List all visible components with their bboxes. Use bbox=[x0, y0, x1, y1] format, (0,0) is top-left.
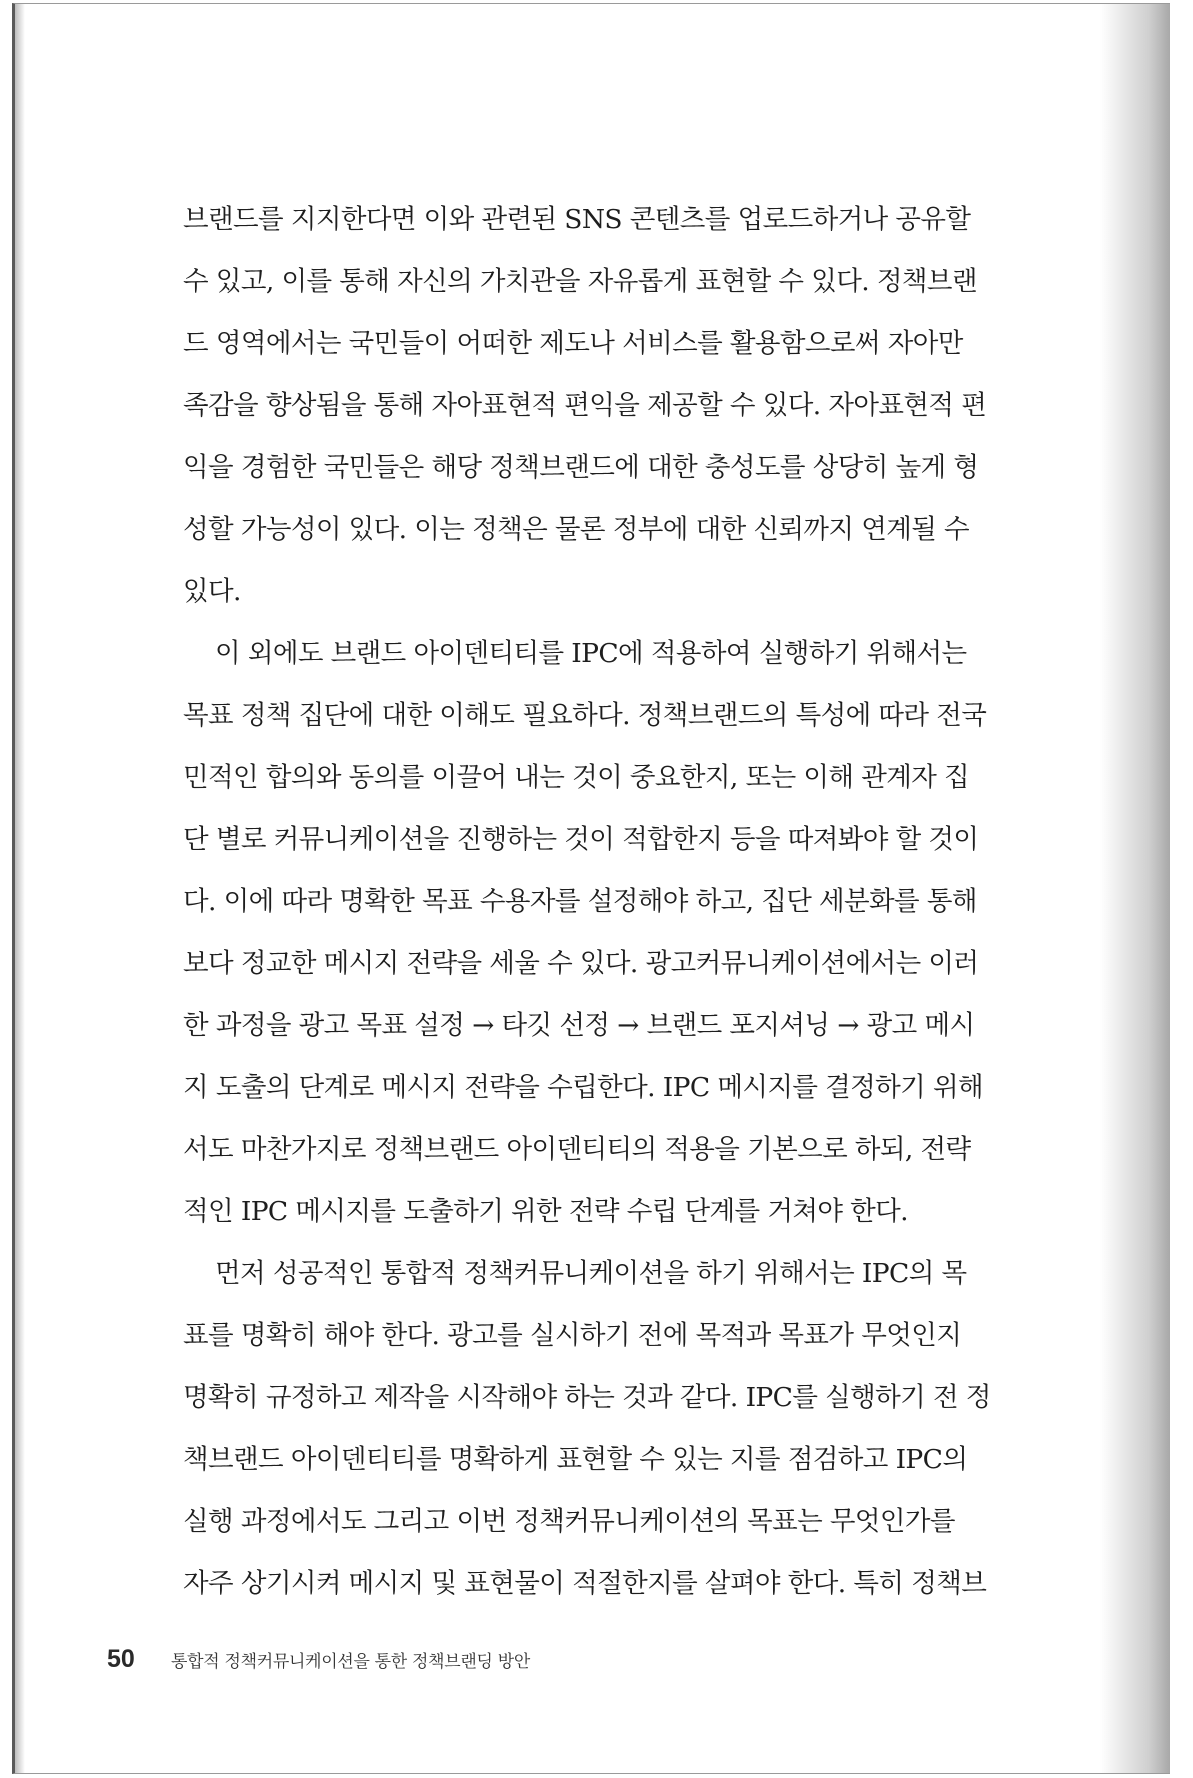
text-line: 한 과정을 광고 목표 설정 → 타깃 선정 → 브랜드 포지셔닝 → 광고 메시 bbox=[183, 1010, 975, 1041]
text-line: 있다. bbox=[183, 576, 241, 607]
paragraph-first-line: 먼저 성공적인 통합적 정책커뮤니케이션을 하기 위해서는 IPC의 목 bbox=[215, 1258, 967, 1289]
spine-shadow bbox=[15, 4, 25, 1773]
text-line: 익을 경험한 국민들은 해당 정책브랜드에 대한 충성도를 상당히 높게 형 bbox=[183, 452, 979, 483]
page-footer bbox=[107, 1639, 530, 1679]
text-line: 족감을 향상됨을 통해 자아표현적 편익을 제공할 수 있다. 자아표현적 편 bbox=[183, 390, 987, 421]
paragraph-first-line: 이 외에도 브랜드 아이덴티티를 IPC에 적용하여 실행하기 위해서는 bbox=[215, 638, 967, 669]
text-line: 브랜드를 지지한다면 이와 관련된 SNS 콘텐츠를 업로드하거나 공유할 bbox=[183, 204, 971, 235]
text-line: 단 별로 커뮤니케이션을 진행하는 것이 적합한지 등을 따져봐야 할 것이 bbox=[183, 824, 979, 855]
running-title: 통합적 정책커뮤니케이션을 통한 정책브랜딩 방안 bbox=[171, 1651, 530, 1672]
text-line: 수 있고, 이를 통해 자신의 가치관을 자유롭게 표현할 수 있다. 정책브랜 bbox=[183, 266, 977, 297]
text-line: 자주 상기시켜 메시지 및 표현물이 적절한지를 살펴야 한다. 특히 정책브 bbox=[183, 1568, 987, 1599]
text-line: 책브랜드 아이덴티티를 명확하게 표현할 수 있는 지를 점검하고 IPC의 bbox=[183, 1444, 968, 1475]
text-line: 명확히 규정하고 제작을 시작해야 하는 것과 같다. IPC를 실행하기 전 정 bbox=[183, 1382, 991, 1413]
text-line: 민적인 합의와 동의를 이끌어 내는 것이 중요한지, 또는 이해 관계자 집 bbox=[183, 762, 970, 793]
text-line: 드 영역에서는 국민들이 어떠한 제도나 서비스를 활용함으로써 자아만 bbox=[183, 328, 963, 359]
page-number: 50 bbox=[107, 1644, 135, 1673]
text-line: 지 도출의 단계로 메시지 전략을 수립한다. IPC 메시지를 결정하기 위해 bbox=[183, 1072, 983, 1103]
text-line: 성할 가능성이 있다. 이는 정책은 물론 정부에 대한 신뢰까지 연계될 수 bbox=[183, 514, 970, 545]
text-line: 목표 정책 집단에 대한 이해도 필요하다. 정책브랜드의 특성에 따라 전국 bbox=[183, 700, 987, 731]
body-text bbox=[183, 189, 1003, 1615]
text-line: 실행 과정에서도 그리고 이번 정책커뮤니케이션의 목표는 무엇인가를 bbox=[183, 1506, 955, 1537]
text-line: 다. 이에 따라 명확한 목표 수용자를 설정해야 하고, 집단 세분화를 통해 bbox=[183, 886, 977, 917]
text-line: 표를 명확히 해야 한다. 광고를 실시하기 전에 목적과 목표가 무엇인지 bbox=[183, 1320, 962, 1351]
page-edge-shadow bbox=[1100, 4, 1170, 1773]
text-line: 서도 마찬가지로 정책브랜드 아이덴티티의 적용을 기본으로 하되, 전략 bbox=[183, 1134, 971, 1165]
text-line: 보다 정교한 메시지 전략을 세울 수 있다. 광고커뮤니케이션에서는 이러 bbox=[183, 948, 979, 979]
text-line: 적인 IPC 메시지를 도출하기 위한 전략 수립 단계를 거쳐야 한다. bbox=[183, 1196, 908, 1227]
book-page bbox=[12, 3, 1170, 1774]
